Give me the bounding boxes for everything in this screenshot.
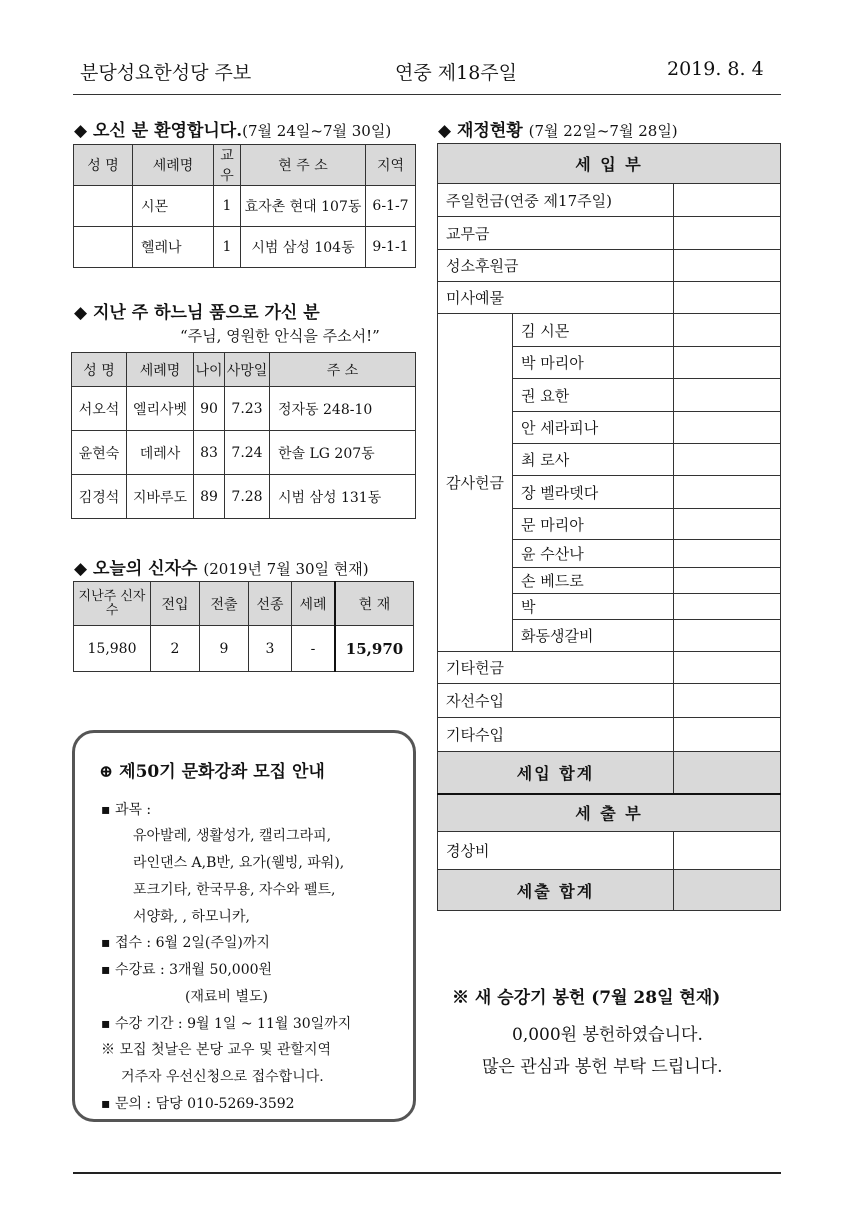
table-row: 헬레나 1 시범 삼성 104동 9-1-1 <box>74 227 416 268</box>
believers-col-last-week: 지난주 신자수 <box>74 582 151 626</box>
table-row: 문 마리아 <box>438 509 781 540</box>
escalator-title: ※ 새 승강기 봉헌 (7월 28일 현재) <box>452 988 721 1008</box>
believers-col-baptism: 세례 <box>292 582 336 626</box>
welcome-table <box>73 144 416 268</box>
footer-divider <box>73 1172 781 1174</box>
bulletin-parish-name: 분당성요한성당 주보 <box>80 62 252 84</box>
deceased-prayer: “주님, 영원한 안식을 주소서!” <box>180 327 380 345</box>
table-row: 경상비 <box>438 832 781 870</box>
finance-table <box>437 143 781 911</box>
welcome-col-address: 현 주 소 <box>241 145 366 186</box>
table-row: 성소후원금 <box>438 250 781 282</box>
income-header: 세 입 부 <box>438 144 781 184</box>
header-divider <box>73 94 781 95</box>
welcome-title: 오신 분 환영합니다. <box>93 121 243 141</box>
bulletin-date: 2019. 8. 4 <box>667 58 764 80</box>
table-row: 자선수입 <box>438 684 781 718</box>
table-row: 주일헌금(연중 제17주일) <box>438 184 781 217</box>
deceased-col-date: 사망일 <box>225 353 270 387</box>
believers-col-in: 전입 <box>151 582 200 626</box>
deceased-col-name: 성 명 <box>72 353 127 387</box>
finance-title: 재정현황 <box>457 121 523 141</box>
deceased-section-title <box>74 298 320 323</box>
believers-current-value: 15,970 <box>335 626 414 672</box>
expense-total: 세출 합계 <box>438 870 674 911</box>
table-row: 박 마리아 <box>438 347 781 379</box>
table-row: 장 벨라뎃다 <box>438 476 781 509</box>
finance-section-title <box>438 116 678 141</box>
deceased-col-baptism: 세례명 <box>127 353 194 387</box>
welcome-col-region: 지역 <box>366 145 416 186</box>
table-row: 기타헌금 <box>438 652 781 684</box>
escalator-line2: 많은 관심과 봉헌 부탁 드립니다. <box>482 1057 723 1077</box>
believers-title: 오늘의 신자수 <box>93 559 198 579</box>
table-row: 손 베드로 <box>438 568 781 594</box>
believers-col-out: 전출 <box>200 582 249 626</box>
diamond-bullet-icon: ◆ <box>74 303 88 323</box>
culture-course-box: ⊕ 제50기 문화강좌 모집 안내 ▪ 과목 : 유아발레, 생활성가, 캘리그라피, 라인댄스 A,B반, 요가(웰빙, 파워), 포크기타, 한국무용, 자수와 펠트, 서양화, , 하모니카, ▪ 접수 : 6월 2일(주일)까지 ▪ 수강료 : 3개월 50,000원 (재료비 별도) ▪ 수강 기간 : 9월 1일 ~ 11월 30일까지 ※ 모집 첫날은 본당 교우 및 관할지역 거주자 우선신청으로 접수합니다. ▪ 문의 : 담당 010-5269-3592 <box>72 730 416 1122</box>
income-total: 세입 합계 <box>438 752 674 794</box>
finance-period: (7월 22일~7월 28일) <box>528 122 678 140</box>
welcome-section-title <box>74 116 391 141</box>
table-row: 화동생갈비 <box>438 620 781 652</box>
table-row: 최 로사 <box>438 444 781 476</box>
deceased-col-address: 주 소 <box>270 353 416 387</box>
table-row: 교무금 <box>438 217 781 250</box>
welcome-col-name: 성 명 <box>74 145 133 186</box>
table-row: 서오석 엘리사벳 90 7.23 정자동 248-10 <box>72 387 416 431</box>
diamond-bullet-icon: ◆ <box>74 559 88 579</box>
believers-as-of: (2019년 7월 30일 현재) <box>203 560 369 578</box>
believers-col-deceased: 선종 <box>249 582 292 626</box>
deceased-table <box>71 352 416 519</box>
believers-section-title <box>74 554 369 579</box>
believers-table <box>73 581 414 672</box>
diamond-bullet-icon: ◆ <box>438 121 452 141</box>
bulletin-week: 연중 제18주일 <box>395 62 517 84</box>
table-row: 15,980 2 9 3 - 15,970 <box>74 626 414 672</box>
table-row: 권 요한 <box>438 379 781 412</box>
table-row: 박 <box>438 594 781 620</box>
diamond-bullet-icon: ◆ <box>74 121 88 141</box>
table-row: 시몬 1 효자촌 현대 107동 6-1-7 <box>74 186 416 227</box>
table-row: 윤 수산나 <box>438 540 781 568</box>
table-row: 기타수입 <box>438 718 781 752</box>
escalator-line1: 0,000원 봉헌하였습니다. <box>512 1025 703 1045</box>
welcome-col-baptism: 세례명 <box>133 145 214 186</box>
welcome-period: (7월 24일~7월 30일) <box>242 122 392 140</box>
table-row: 윤현숙 데레사 83 7.24 한솔 LG 207동 <box>72 431 416 475</box>
expense-header: 세 출 부 <box>438 794 781 832</box>
thanks-label: 감사헌금 <box>438 314 513 652</box>
deceased-title: 지난 주 하느님 품으로 가신 분 <box>93 303 320 323</box>
deceased-col-age: 나이 <box>194 353 225 387</box>
table-row: 김경석 지바루도 89 7.28 시범 삼성 131동 <box>72 475 416 519</box>
welcome-col-member: 교우 <box>214 145 241 186</box>
table-row: 안 세라피나 <box>438 412 781 444</box>
culture-title: ⊕ 제50기 문화강좌 모집 안내 <box>99 762 325 782</box>
believers-col-current: 현 재 <box>335 582 414 626</box>
table-row: 미사예물 <box>438 282 781 314</box>
table-row: 감사헌금 김 시몬 <box>438 314 781 347</box>
